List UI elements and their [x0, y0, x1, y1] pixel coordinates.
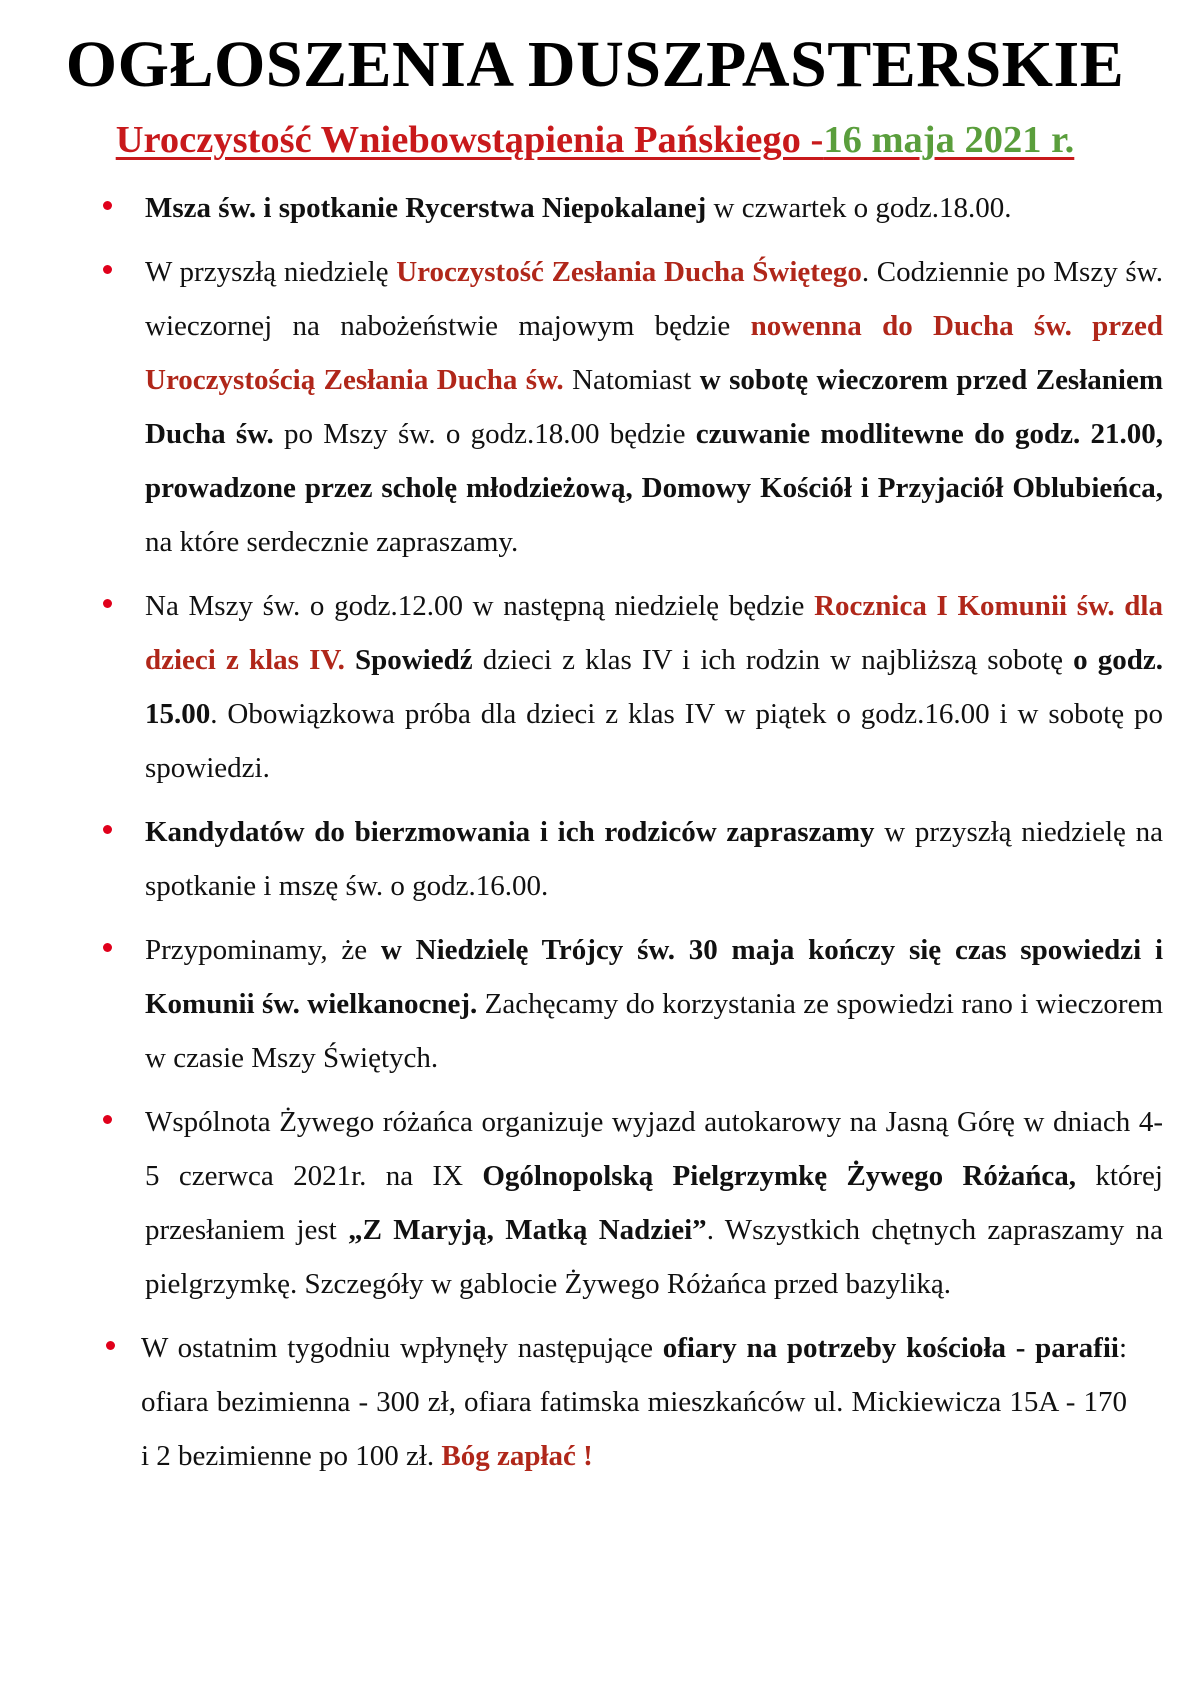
announcement-text-segment: czuwanie modlitewne do godz. 21.00, prowadzone przez scholę młodzieżową, Domowy Kościół i Przyjaciół Oblubieńca,: [145, 418, 1163, 504]
bullet-icon: [103, 265, 112, 274]
bullet-icon: [103, 943, 112, 952]
bullet-icon: [103, 825, 112, 834]
announcement-text-segment: Bóg zapłać !: [441, 1440, 593, 1472]
bullet-icon: [103, 1115, 112, 1124]
announcement-text-segment: Wspólnota Żywego różańca organizuje wyjazd autokarowy na Jasną Górę w dniach 4-5 czerwca 2021r. na IX: [145, 1106, 1163, 1192]
announcement-item: [0, 805, 1163, 913]
announcement-text-segment: „Z Maryją, Matką Nadziei”: [348, 1214, 707, 1246]
page-title: OGŁOSZENIA DUSZPASTERSKIE: [65, 28, 1125, 101]
announcement-text-segment: Spowiedź: [354, 644, 473, 676]
announcement-text-segment: . Wszystkich chętnych zapraszamy na pielgrzymkę. Szczegóły w gablocie Żywego Różańca przed bazyliką.: [145, 1214, 1163, 1300]
announcement-text-segment: W przyszłą niedzielę: [145, 256, 397, 288]
announcement-item: [0, 923, 1163, 1085]
announcement-text-segment: o godz. 15.00: [145, 644, 1164, 730]
announcement-text-segment: w przyszłą niedzielę na spotkanie i mszę św. o godz.16.00.: [145, 816, 1163, 902]
bullet-icon: [106, 1341, 115, 1350]
announcement-item: [0, 579, 1163, 795]
announcement-text-segment: [345, 644, 355, 676]
announcement-text-segment: której przesłaniem jest: [145, 1160, 1163, 1246]
announcement-text-segment: Przypominamy, że: [145, 934, 381, 966]
announcement-list: [0, 181, 1190, 1483]
announcement-text-segment: ofiary na potrzeby kościoła - parafii: [662, 1332, 1119, 1364]
subtitle-date: 16 maja 2021 r.: [823, 119, 1075, 161]
announcement-text-segment: Zachęcamy do korzystania ze spowiedzi rano i wieczorem w czasie Mszy Świętych.: [145, 988, 1163, 1074]
announcement-text-segment: Msza św. i spotkanie Rycerstwa Niepokalanej: [145, 192, 707, 224]
announcement-text-segment: . Obowiązkowa próba dla dzieci z klas IV w piątek o godz.16.00 i w sobotę po spowiedzi.: [145, 698, 1163, 784]
announcement-text-segment: nowenna do Ducha św. przed Uroczystością Zesłania Ducha św.: [145, 310, 1163, 396]
announcement-text-segment: W ostatnim tygodniu wpłynęły następujące: [141, 1332, 663, 1364]
page-subtitle: [0, 115, 1190, 165]
subtitle-event: Uroczystość Wniebowstąpienia Pańskiego -: [115, 119, 824, 161]
announcement-item: [0, 1095, 1163, 1311]
announcement-text-segment: Na Mszy św. o godz.12.00 w następną niedzielę będzie: [145, 590, 815, 622]
announcement-text-segment: Kandydatów do bierzmowania i ich rodziców zapraszamy: [145, 816, 875, 848]
announcement-text-segment: w sobotę wieczorem przed Zesłaniem Ducha św.: [145, 364, 1163, 450]
announcement-item: [0, 181, 1163, 235]
bullet-icon: [103, 599, 112, 608]
announcement-text-segment: w Niedzielę Trójcy św. 30 maja kończy się czas spowiedzi i Komunii św. wielkanocnej.: [145, 934, 1164, 1020]
announcement-text-segment: : ofiara bezimienna - 300 zł, ofiara fatimska mieszkańców ul. Mickiewicza 15A - 170 i 2 bezimienne po 100 zł.: [141, 1332, 1127, 1472]
announcement-text-segment: po Mszy św. o godz.18.00 będzie: [273, 418, 696, 450]
announcement-text-segment: . Codziennie po Mszy św. wieczornej na nabożeństwie majowym będzie: [145, 256, 1163, 342]
announcement-text-segment: dzieci z klas IV i ich rodzin w najbliższą sobotę: [472, 644, 1074, 676]
announcement-item: [0, 245, 1163, 569]
announcement-text-segment: Rocznica I Komunii św. dla dzieci z klas IV.: [145, 590, 1163, 676]
announcement-text-segment: Uroczystość Zesłania Ducha Świętego: [396, 256, 862, 288]
announcement-item: [0, 1321, 1127, 1483]
announcement-text-segment: w czwartek o godz.18.00.: [706, 192, 1012, 224]
bullet-icon: [103, 201, 112, 210]
announcement-text-segment: na które serdecznie zapraszamy.: [145, 526, 519, 558]
announcement-text-segment: Ogólnopolską Pielgrzymkę Żywego Różańca,: [482, 1160, 1077, 1192]
announcement-text-segment: Natomiast: [563, 364, 700, 396]
